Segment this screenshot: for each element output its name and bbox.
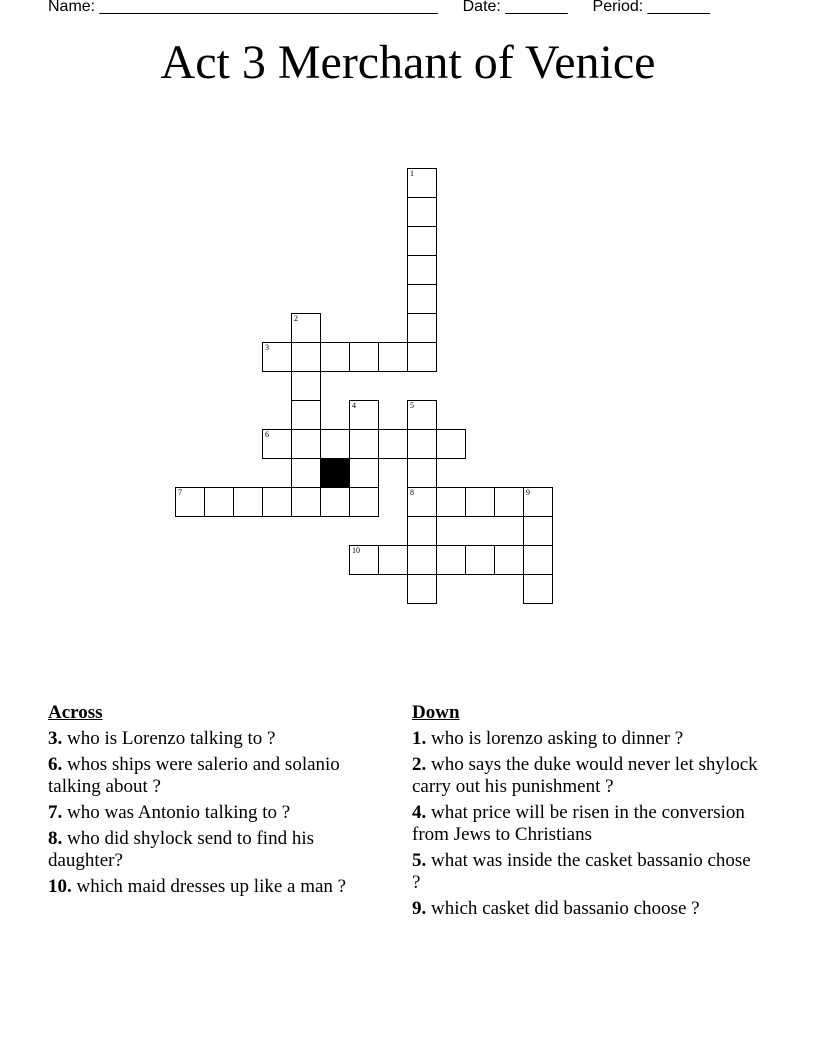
grid-cell[interactable] <box>349 342 379 372</box>
name-line[interactable]: Name: ______________________________________ <box>48 0 438 15</box>
clue-number: 5 <box>410 401 414 410</box>
grid-cell[interactable] <box>378 545 408 575</box>
clue-number: 9 <box>526 488 530 497</box>
down-heading: Down <box>412 702 460 723</box>
down-clue-2: 2. who says the duke would never let shylock carry out his punishment ? <box>412 754 758 797</box>
grid-cell[interactable] <box>291 487 321 517</box>
grid-cell[interactable] <box>320 487 350 517</box>
grid-cell[interactable] <box>378 429 408 459</box>
clue-number: 7 <box>178 488 182 497</box>
down-clue-4: 4. what price will be risen in the conversion from Jews to Christians <box>412 802 745 845</box>
across-clues <box>48 702 388 902</box>
black-cell <box>320 458 350 488</box>
date-line[interactable]: Date: _______ <box>462 0 568 15</box>
grid-cell[interactable] <box>233 487 263 517</box>
grid-cell[interactable] <box>291 342 321 372</box>
grid-cell[interactable] <box>407 342 437 372</box>
grid-cell[interactable] <box>320 342 350 372</box>
clue-number: 10 <box>352 546 360 555</box>
grid-cell[interactable] <box>407 429 437 459</box>
grid-cell[interactable] <box>291 371 321 401</box>
grid-cell[interactable] <box>407 458 437 488</box>
page-title: Act 3 Merchant of Venice <box>160 36 656 89</box>
grid-cell[interactable] <box>494 487 524 517</box>
clue-number: 3 <box>265 343 269 352</box>
grid-cell[interactable] <box>262 487 292 517</box>
grid-cell[interactable] <box>436 545 466 575</box>
grid-cell[interactable] <box>349 400 379 430</box>
down-clue-1: 1. who is lorenzo asking to dinner ? <box>412 728 684 749</box>
grid-cell[interactable] <box>523 487 553 517</box>
grid-cell[interactable] <box>320 429 350 459</box>
clue-number: 4 <box>352 401 356 410</box>
grid-cell[interactable] <box>523 516 553 546</box>
grid-cell[interactable] <box>407 574 437 604</box>
grid-cell[interactable] <box>436 487 466 517</box>
grid-cell[interactable] <box>407 226 437 256</box>
grid-cell[interactable] <box>349 458 379 488</box>
grid-cell[interactable] <box>204 487 234 517</box>
across-clue-3: 3. who is Lorenzo talking to ? <box>48 728 276 749</box>
grid-cell[interactable] <box>523 574 553 604</box>
grid-cell[interactable] <box>465 545 495 575</box>
grid-cell[interactable] <box>349 545 379 575</box>
grid-cell[interactable] <box>407 284 437 314</box>
grid-cell[interactable] <box>291 400 321 430</box>
grid-cell[interactable] <box>407 400 437 430</box>
student-info-header <box>48 0 710 16</box>
grid-cell[interactable] <box>407 516 437 546</box>
clue-number: 8 <box>410 488 414 497</box>
grid-cell[interactable] <box>291 429 321 459</box>
grid-cell[interactable] <box>349 487 379 517</box>
across-clue-7: 7. who was Antonio talking to ? <box>48 802 291 823</box>
grid-cell[interactable] <box>291 458 321 488</box>
grid-cell[interactable] <box>378 342 408 372</box>
across-heading: Across <box>48 702 103 723</box>
across-clue-6: 6. whos ships were salerio and solanio talking about ? <box>48 754 340 797</box>
clue-number: 6 <box>265 430 269 439</box>
clue-number: 2 <box>294 314 298 323</box>
across-clue-8: 8. who did shylock send to find his daughter? <box>48 828 314 871</box>
grid-cell[interactable] <box>407 168 437 198</box>
grid-cell[interactable] <box>407 313 437 343</box>
grid-cell[interactable] <box>349 429 379 459</box>
grid-cell[interactable] <box>407 487 437 517</box>
grid-cell[interactable] <box>407 197 437 227</box>
grid-cell[interactable] <box>436 429 466 459</box>
down-clue-5: 5. what was inside the casket bassanio chose ? <box>412 850 751 893</box>
grid-cell[interactable] <box>494 545 524 575</box>
grid-cell[interactable] <box>465 487 495 517</box>
down-clues <box>412 702 762 924</box>
clue-number: 1 <box>410 169 414 178</box>
period-line[interactable]: Period: _______ <box>592 0 710 15</box>
down-clue-9: 9. which casket did bassanio choose ? <box>412 898 700 919</box>
grid-cell[interactable] <box>262 342 292 372</box>
grid-cell[interactable] <box>262 429 292 459</box>
grid-cell[interactable] <box>523 545 553 575</box>
grid-cell[interactable] <box>407 255 437 285</box>
across-clue-10: 10. which maid dresses up like a man ? <box>48 876 347 897</box>
grid-cell[interactable] <box>407 545 437 575</box>
grid-cell[interactable] <box>175 487 205 517</box>
grid-cell[interactable] <box>291 313 321 343</box>
